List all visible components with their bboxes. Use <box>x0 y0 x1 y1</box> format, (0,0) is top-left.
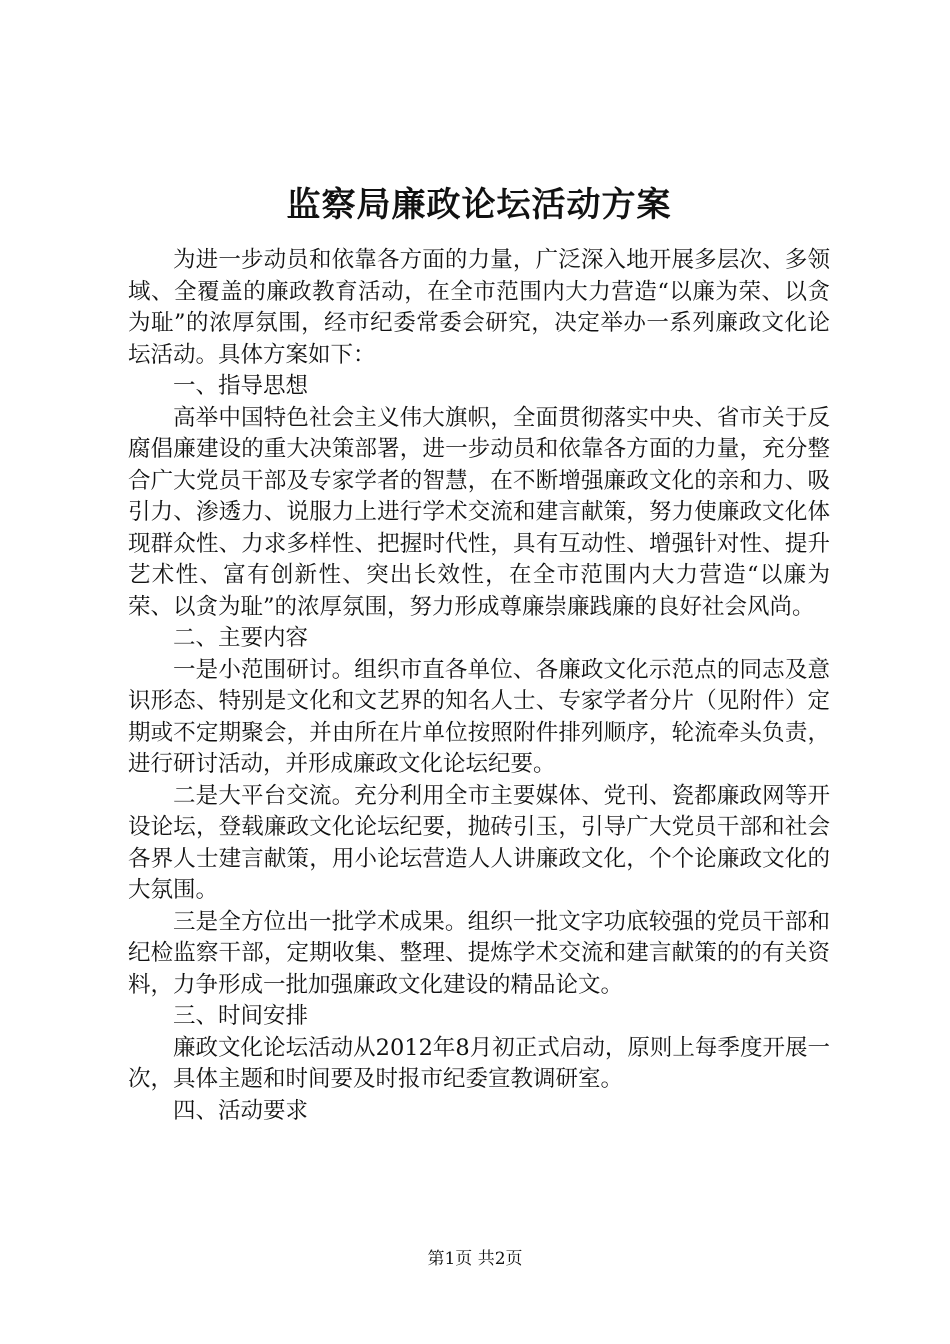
section-heading: 四、活动要求 <box>173 1097 309 1124</box>
paragraph: 二是大平台交流。充分利用全市主要媒体、党刊、瓷都廉政网等开设论坛，登载廉政文化论坛纪要，抛砖引玉，引导广大党员干部和社会各界人士建言献策，用小论坛营造人人讲廉政文化，个个论廉政文化的大氛围。 <box>128 782 830 903</box>
paragraph: 高举中国特色社会主义伟大旗帜，全面贯彻落实中央、省市关于反腐倡廉建设的重大决策部署，进一步动员和依靠各方面的力量，充分整合广大党员干部及专家学者的智慧，在不断增强廉政文化的亲和力、吸引力、渗透力、说服力上进行学术交流和建言献策，努力使廉政文化体现群众性、力求多样性、把握时代性，具有互动性、增强针对性、提升艺术性、富有创新性、突出长效性，在全市范围内大力营造“以廉为荣、以贪为耻”的浓厚氛围，努力形成尊廉崇廉践廉的良好社会风尚。 <box>128 404 830 620</box>
paragraph: 为进一步动员和依靠各方面的力量，广泛深入地开展多层次、多领域、全覆盖的廉政教育活动，在全市范围内大力营造“以廉为荣、以贪为耻”的浓厚氛围，经市纪委常委会研究，决定举办一系列廉政文化论坛活动。具体方案如下： <box>128 247 830 368</box>
section-heading: 一、指导思想 <box>173 373 309 399</box>
section-heading: 二、主要内容 <box>173 625 309 651</box>
section-heading: 三、时间安排 <box>173 1003 309 1029</box>
paragraph: 一是小范围研讨。组织市直各单位、各廉政文化示范点的同志及意识形态、特别是文化和文艺界的知名人士、专家学者分片（见附件）定期或不定期聚会，并由所在片单位按照附件排列顺序，轮流牵头负责，进行研讨活动，并形成廉政文化论坛纪要。 <box>128 656 830 777</box>
document-title: 监察局廉政论坛活动方案 <box>286 185 672 225</box>
page-indicator: 第1页 共2页 <box>427 1249 523 1269</box>
paragraph: 廉政文化论坛活动从2012年8月初正式启动，原则上每季度开展一次，具体主题和时间要及时报市纪委宣教调研室。 <box>128 1034 830 1092</box>
document-body <box>128 245 830 1127</box>
paragraph: 三是全方位出一批学术成果。组织一批文字功底较强的党员干部和纪检监察干部，定期收集、整理、提炼学术交流和建言献策的的有关资料，力争形成一批加强廉政文化建设的精品论文。 <box>128 908 830 998</box>
